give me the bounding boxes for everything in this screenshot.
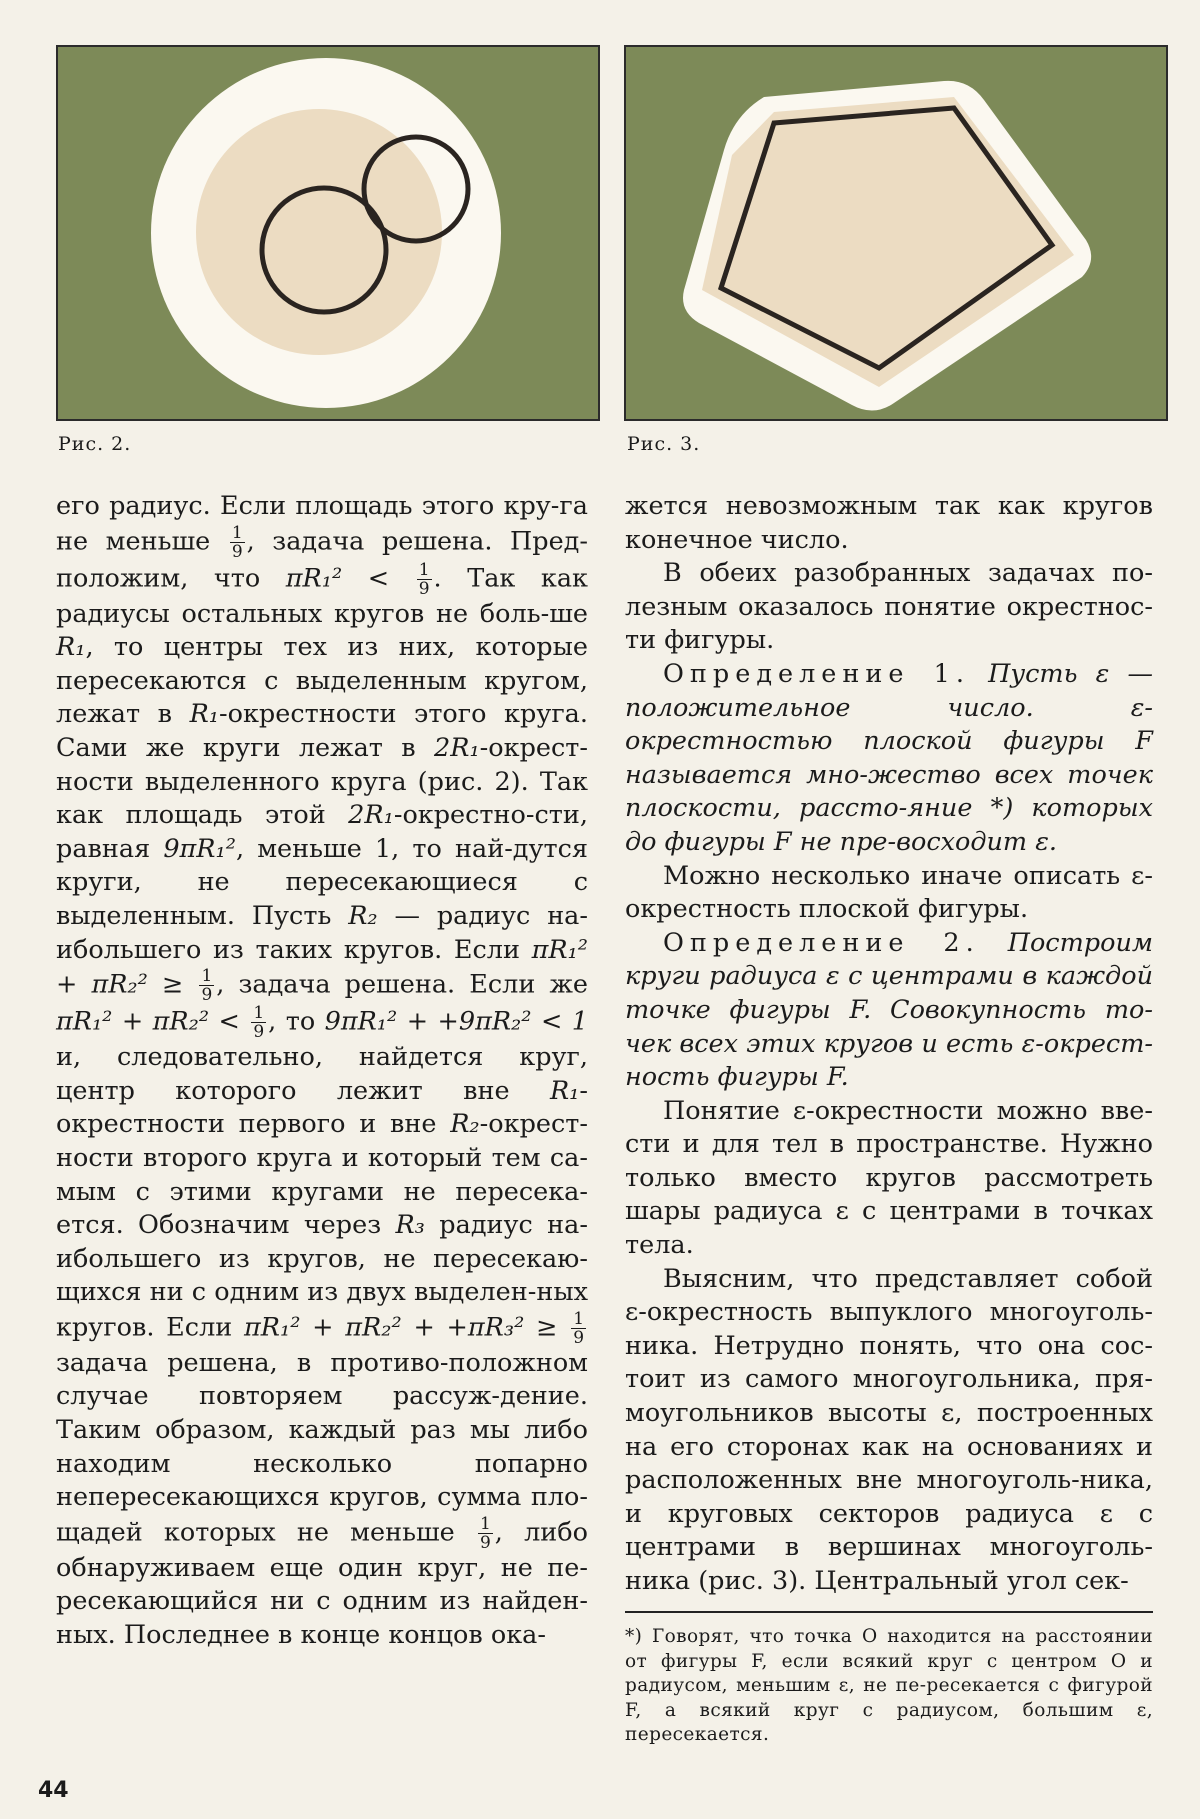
page-number: 44 <box>38 1778 69 1803</box>
fraction-num: 1 <box>231 522 243 543</box>
fraction-den: 9 <box>201 985 213 1006</box>
text: -окрестно-сти, равная <box>56 800 588 864</box>
fraction-den: 9 <box>253 1022 265 1043</box>
text: , либо обнаруживаем еще один круг, не пе-ресекающийся ни с одним из найден-ных. Последнее в конце концов ока- <box>56 1517 588 1651</box>
math: R₂ <box>348 900 378 931</box>
math: 2R₁ <box>434 732 480 763</box>
definition-1-label: Определение 1. <box>663 658 970 689</box>
math: πR₁² + πR₂² < <box>56 1006 250 1037</box>
text: -окрестности первого и вне <box>56 1075 588 1140</box>
text: < <box>342 563 415 594</box>
math: πR₁² <box>285 563 343 594</box>
math: R₁ <box>56 632 86 663</box>
fraction-den: 9 <box>231 541 243 562</box>
math: R₁ <box>549 1075 580 1106</box>
text: , то центры тех из них, которые пересекаются с выделенным кругом, лежат в <box>56 632 588 730</box>
math: R₂ <box>450 1109 480 1140</box>
left-column <box>56 490 588 1653</box>
fraction-num: 1 <box>201 966 213 987</box>
fraction-num: 1 <box>479 1513 491 1534</box>
math: R₃ <box>395 1210 425 1241</box>
text: . Так как радиусы остальных кругов не боль-ше <box>56 563 588 629</box>
text: задача решена, в противо-положном случае повторяем рассуж-дение. Таким образом, каждый раз мы либо находим несколько попарно непересекающихся кругов, сумма пло-щадей которых не меньше <box>56 1347 588 1548</box>
fraction <box>230 524 245 561</box>
fraction <box>478 1515 493 1552</box>
figure-3-illustration <box>624 45 1168 421</box>
figure-2-caption: Рис. 2. <box>58 433 132 455</box>
fraction-num: 1 <box>573 1308 585 1329</box>
fraction-den: 9 <box>418 578 430 599</box>
paragraph: Понятие ε-окрестности можно вве-сти и для тел в пространстве. Нужно только вместо кругов рассмотреть шары радиуса ε с центрами в точках тела. <box>625 1095 1153 1261</box>
text: радиус на-ибольшего из кругов, не пересекаю-щихся ни с одним из двух выделен-ных кругов. Если <box>56 1210 588 1343</box>
text: его радиус. Если площадь этого кру-га не меньше <box>56 491 588 557</box>
definition-1 <box>625 658 1153 860</box>
fraction-den: 9 <box>479 1532 491 1553</box>
math: 9πR₁² <box>163 833 236 864</box>
math: πR₁² + πR₂² ≥ <box>56 934 588 1000</box>
paragraph: В обеих разобранных задачах по-лезным оказалось понятие окрестнос-ти фигуры. <box>625 558 1153 656</box>
left-paragraph <box>56 490 588 1653</box>
text: , меньше 1, то най-дутся круги, не пересекающиеся с выделенным. Пусть <box>56 833 588 931</box>
right-column <box>625 490 1153 1599</box>
text: — радиус на-ибольшего из таких кругов. Если <box>56 900 589 965</box>
text: и, следовательно, найдется круг, центр которого лежит вне <box>56 1042 588 1106</box>
text: , задача решена. Если же <box>216 969 588 1000</box>
fraction <box>571 1310 586 1347</box>
math: R₁ <box>189 699 220 730</box>
paragraph: Выясним, что представляет собой ε-окрестность выпуклого многоуголь-ника. Нетрудно понять, что она сос-тоит из самого многоугольника, пря-моугольников высоты ε, построенных на его сторонах как на основаниях и расположенных вне многоуголь-ника, и круговых секторов радиуса ε с центрами в вершинах многоуголь-ника (рис. 3). Центральный угол сек- <box>625 1263 1153 1596</box>
figure-3 <box>624 45 1168 421</box>
paragraph-continuation: жется невозможным так как кругов конечное число. <box>625 491 1153 555</box>
fraction-den: 9 <box>573 1327 585 1348</box>
fraction-num: 1 <box>253 1003 265 1024</box>
text: -окрестности этого круга. Сами же круги лежат в <box>56 699 588 763</box>
definition-1-text: Пусть ε — положительное число. ε-окрестностью плоской фигуры F называется мно-жество всех точек плоскости, рассто-яние *) которых до фигуры F не пре-восходит ε. <box>625 658 1153 857</box>
text: -окрест-ности выделенного круга (рис. 2). Так как площадь этой <box>56 732 588 831</box>
r1-neighborhood-circle <box>196 109 442 355</box>
text: , задача решена. Пред-положим, что <box>56 526 588 594</box>
fraction <box>199 967 214 1004</box>
figure-2-illustration <box>56 45 600 421</box>
fraction-num: 1 <box>418 559 430 580</box>
fraction <box>417 561 432 598</box>
math: 2R₁ <box>348 800 394 831</box>
math: 9πR₁² + +9πR₂² < 1 <box>324 1006 588 1037</box>
figure-2 <box>56 45 600 421</box>
footnote: *) Говорят, что точка O находится на расстоянии от фигуры F, если всякий круг с центром O и радиусом, меньшим ε, не пе-ресекается с фигурой F, а всякий круг с радиусом, большим ε, пересекается. <box>625 1626 1153 1745</box>
math: πR₁² + πR₂² + +πR₃² ≥ <box>244 1312 570 1343</box>
fraction <box>251 1004 266 1041</box>
footnote-rule <box>625 1611 1153 1613</box>
text: -окрест-ности второго круга и который тем са-мым с этими кругами не пересека-ется. Обозначим через <box>56 1109 588 1241</box>
definition-2-label: Определение 2. <box>663 927 980 958</box>
paragraph: Можно несколько иначе описать ε-окрестность плоской фигуры. <box>625 860 1153 925</box>
figure-3-caption: Рис. 3. <box>627 433 701 455</box>
definition-2 <box>625 927 1153 1095</box>
text: , то <box>268 1006 325 1037</box>
definition-2-text: Построим круги радиуса ε с центрами в каждой точке фигуры F. Совокупность то-чек всех этих кругов и есть ε-окрест-ность фигуры F. <box>625 927 1154 1093</box>
